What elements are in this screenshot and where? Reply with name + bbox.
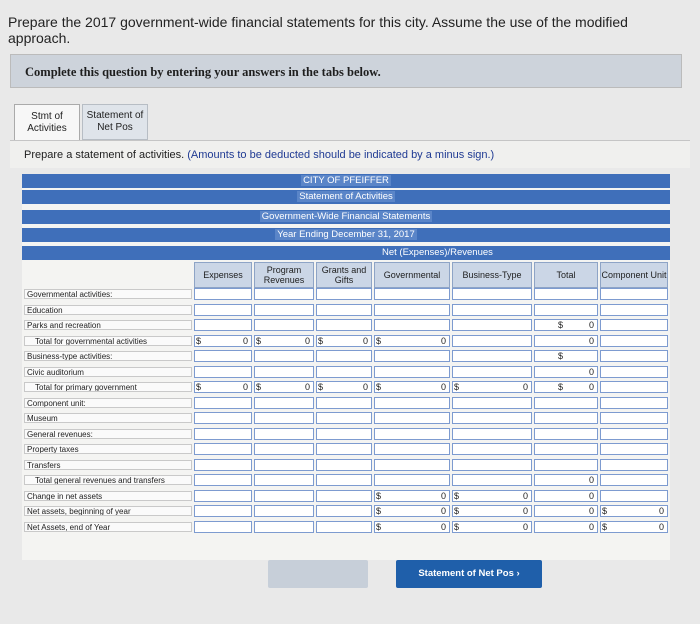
amount-input[interactable] (194, 304, 252, 316)
amount-input[interactable] (254, 397, 314, 409)
amount-input[interactable] (194, 319, 252, 331)
amount-input[interactable] (316, 304, 372, 316)
amount-input[interactable] (452, 304, 532, 316)
amount-input[interactable] (254, 505, 314, 517)
col-expenses: Expenses (194, 262, 252, 288)
next-tab-button[interactable]: Statement of Net Pos › (396, 560, 542, 588)
amount-input[interactable] (374, 428, 450, 440)
currency-symbol: $ (558, 351, 564, 361)
amount-value: 0 (522, 382, 528, 392)
amount-input[interactable] (254, 366, 314, 378)
amount-input[interactable] (316, 319, 372, 331)
amount-input[interactable] (254, 412, 314, 424)
amount-input[interactable] (254, 350, 314, 362)
amount-input[interactable] (374, 397, 450, 409)
total-value: 0 (588, 475, 594, 485)
col-component-unit: Component Unit (600, 262, 668, 288)
amount-input[interactable] (600, 412, 668, 424)
currency-symbol: $ (376, 521, 382, 532)
amount-input[interactable] (534, 459, 598, 471)
amount-input[interactable] (194, 443, 252, 455)
amount-input[interactable] (374, 412, 450, 424)
amount-input[interactable] (600, 397, 668, 409)
amount-input[interactable] (374, 350, 450, 362)
row-label: Component unit: (24, 398, 192, 408)
amount-input[interactable] (600, 350, 668, 362)
col-total: Total (534, 262, 598, 288)
amount-input[interactable] (254, 490, 314, 502)
amount-input[interactable] (600, 335, 668, 347)
amount-input[interactable] (600, 474, 668, 486)
amount-input[interactable] (194, 366, 252, 378)
amount-input[interactable] (254, 428, 314, 440)
amount-input[interactable] (254, 474, 314, 486)
row-label: Change in net assets (24, 491, 192, 501)
amount-input[interactable] (374, 474, 450, 486)
currency-symbol: $ (454, 521, 460, 532)
row-label: General revenues: (24, 429, 192, 439)
amount-input[interactable] (534, 412, 598, 424)
currency-symbol: $ (376, 382, 382, 392)
row-label: Total for governmental activities (24, 336, 192, 346)
previous-button[interactable] (268, 560, 368, 588)
amount-input[interactable] (534, 350, 598, 362)
amount-input[interactable] (600, 319, 668, 331)
currency-symbol: $ (196, 382, 202, 392)
amount-input[interactable] (452, 443, 532, 455)
amount-input[interactable] (194, 490, 252, 502)
row-label: Net Assets, end of Year (24, 522, 192, 532)
amount-input[interactable] (374, 319, 450, 331)
amount-input[interactable] (316, 288, 372, 300)
amount-input[interactable] (316, 397, 372, 409)
amount-value: 0 (440, 382, 446, 392)
amount-input[interactable] (374, 459, 450, 471)
currency-symbol: $ (256, 382, 262, 392)
amount-input[interactable] (194, 428, 252, 440)
amount-input[interactable] (534, 304, 598, 316)
col-program-revenues: Program Revenues (254, 262, 314, 288)
amount-input[interactable] (254, 319, 314, 331)
col-grants-gifts: Grants and Gifts (316, 262, 372, 288)
amount-input[interactable] (452, 428, 532, 440)
total-value: 0 (588, 335, 594, 346)
question-prompt: Prepare the 2017 government-wide financial statements for this city. Assume the use of the modified approach. (8, 14, 628, 46)
sheet-title: CITY OF PFEIFFER (22, 174, 670, 188)
instruction-bar (10, 140, 690, 168)
tab-bar (14, 104, 150, 140)
currency-symbol: $ (558, 320, 564, 330)
amount-input[interactable] (534, 288, 598, 300)
row-label: Governmental activities: (24, 289, 192, 299)
amount-input[interactable] (374, 288, 450, 300)
amount-input[interactable] (194, 350, 252, 362)
amount-input[interactable] (194, 474, 252, 486)
amount-input[interactable] (600, 288, 668, 300)
amount-value: 0 (440, 335, 446, 346)
amount-input[interactable] (452, 474, 532, 486)
currency-symbol: $ (454, 490, 460, 501)
row-label: Total for primary government (24, 382, 192, 392)
amount-value: 0 (362, 382, 368, 392)
currency-symbol: $ (602, 506, 608, 516)
sheet-subtitle2: Government-Wide Financial Statements (22, 210, 670, 224)
amount-input[interactable] (316, 366, 372, 378)
currency-symbol: $ (256, 335, 262, 346)
amount-input[interactable] (316, 505, 372, 517)
amount-input[interactable] (194, 459, 252, 471)
currency-symbol: $ (602, 521, 608, 532)
col-business-type: Business-Type (452, 262, 532, 288)
instruction-main: Prepare a statement of activities. (24, 149, 185, 161)
sheet-period: Year Ending December 31, 2017 (22, 228, 670, 242)
total-value: 0 (588, 506, 594, 516)
amount-value: 0 (242, 382, 248, 392)
currency-symbol: $ (454, 506, 460, 516)
amount-input[interactable] (316, 521, 372, 533)
amount-input[interactable] (194, 397, 252, 409)
complete-instruction-bar: Complete this question by entering your answers in the tabs below. (10, 54, 682, 88)
amount-input[interactable] (194, 521, 252, 533)
amount-input[interactable] (600, 381, 668, 393)
amount-input[interactable] (534, 428, 598, 440)
amount-input[interactable] (316, 412, 372, 424)
row-label: Business-type activities: (24, 351, 192, 361)
currency-symbol: $ (558, 382, 564, 392)
amount-input[interactable] (452, 397, 532, 409)
amount-input[interactable] (374, 304, 450, 316)
amount-input[interactable] (600, 459, 668, 471)
currency-symbol: $ (318, 382, 324, 392)
amount-input[interactable] (600, 428, 668, 440)
currency-symbol: $ (318, 335, 324, 346)
amount-input[interactable] (452, 319, 532, 331)
amount-input[interactable] (254, 443, 314, 455)
amount-input[interactable] (374, 366, 450, 378)
component-value: 0 (658, 521, 664, 532)
row-label: Net assets, beginning of year (24, 506, 192, 516)
amount-value: 0 (362, 335, 368, 346)
row-label: Transfers (24, 460, 192, 470)
amount-input[interactable] (254, 304, 314, 316)
amount-input[interactable] (316, 428, 372, 440)
amount-input[interactable] (254, 459, 314, 471)
net-header: Net (Expenses)/Revenues (22, 246, 670, 260)
amount-input[interactable] (254, 288, 314, 300)
currency-symbol: $ (454, 382, 460, 392)
amount-input[interactable] (254, 521, 314, 533)
amount-input[interactable] (452, 459, 532, 471)
row-label: Civic auditorium (24, 367, 192, 377)
statement-of-activities-sheet (22, 174, 670, 560)
amount-input[interactable] (316, 443, 372, 455)
amount-value: 0 (440, 506, 446, 516)
row-label: Education (24, 305, 192, 315)
currency-symbol: $ (196, 335, 202, 346)
amount-value: 0 (304, 382, 310, 392)
amount-value: 0 (440, 521, 446, 532)
tab-stmt-of-activities[interactable]: Stmt of Activities (14, 104, 80, 140)
total-value: 0 (588, 382, 594, 392)
amount-value: 0 (242, 335, 248, 346)
amount-input[interactable] (452, 288, 532, 300)
amount-value: 0 (522, 521, 528, 532)
component-value: 0 (658, 506, 664, 516)
row-label: Museum (24, 413, 192, 423)
amount-input[interactable] (452, 366, 532, 378)
amount-input[interactable] (316, 459, 372, 471)
amount-value: 0 (522, 490, 528, 501)
sheet-subtitle: Statement of Activities (22, 190, 670, 204)
total-value: 0 (588, 490, 594, 501)
amount-input[interactable] (600, 490, 668, 502)
instruction-note: (Amounts to be deducted should be indicated by a minus sign.) (187, 149, 495, 161)
amount-input[interactable] (316, 490, 372, 502)
amount-value: 0 (440, 490, 446, 501)
total-value: 0 (588, 521, 594, 532)
amount-input[interactable] (194, 412, 252, 424)
amount-input[interactable] (316, 474, 372, 486)
amount-input[interactable] (374, 443, 450, 455)
currency-symbol: $ (376, 506, 382, 516)
amount-input[interactable] (452, 335, 532, 347)
tab-statement-of-net-pos[interactable]: Statement of Net Pos (82, 104, 148, 140)
amount-input[interactable] (316, 350, 372, 362)
amount-input[interactable] (194, 505, 252, 517)
amount-input[interactable] (600, 304, 668, 316)
currency-symbol: $ (376, 335, 382, 346)
amount-input[interactable] (452, 350, 532, 362)
row-label: Total general revenues and transfers (24, 475, 192, 485)
amount-input[interactable] (600, 366, 668, 378)
amount-input[interactable] (534, 397, 598, 409)
total-value: 0 (588, 320, 594, 330)
amount-input[interactable] (194, 288, 252, 300)
currency-symbol: $ (376, 490, 382, 501)
row-label: Parks and recreation (24, 320, 192, 330)
col-governmental: Governmental (374, 262, 450, 288)
amount-value: 0 (304, 335, 310, 346)
amount-value: 0 (522, 506, 528, 516)
amount-input[interactable] (534, 443, 598, 455)
amount-input[interactable] (600, 443, 668, 455)
amount-input[interactable] (452, 412, 532, 424)
total-value: 0 (588, 366, 594, 377)
row-label: Property taxes (24, 444, 192, 454)
